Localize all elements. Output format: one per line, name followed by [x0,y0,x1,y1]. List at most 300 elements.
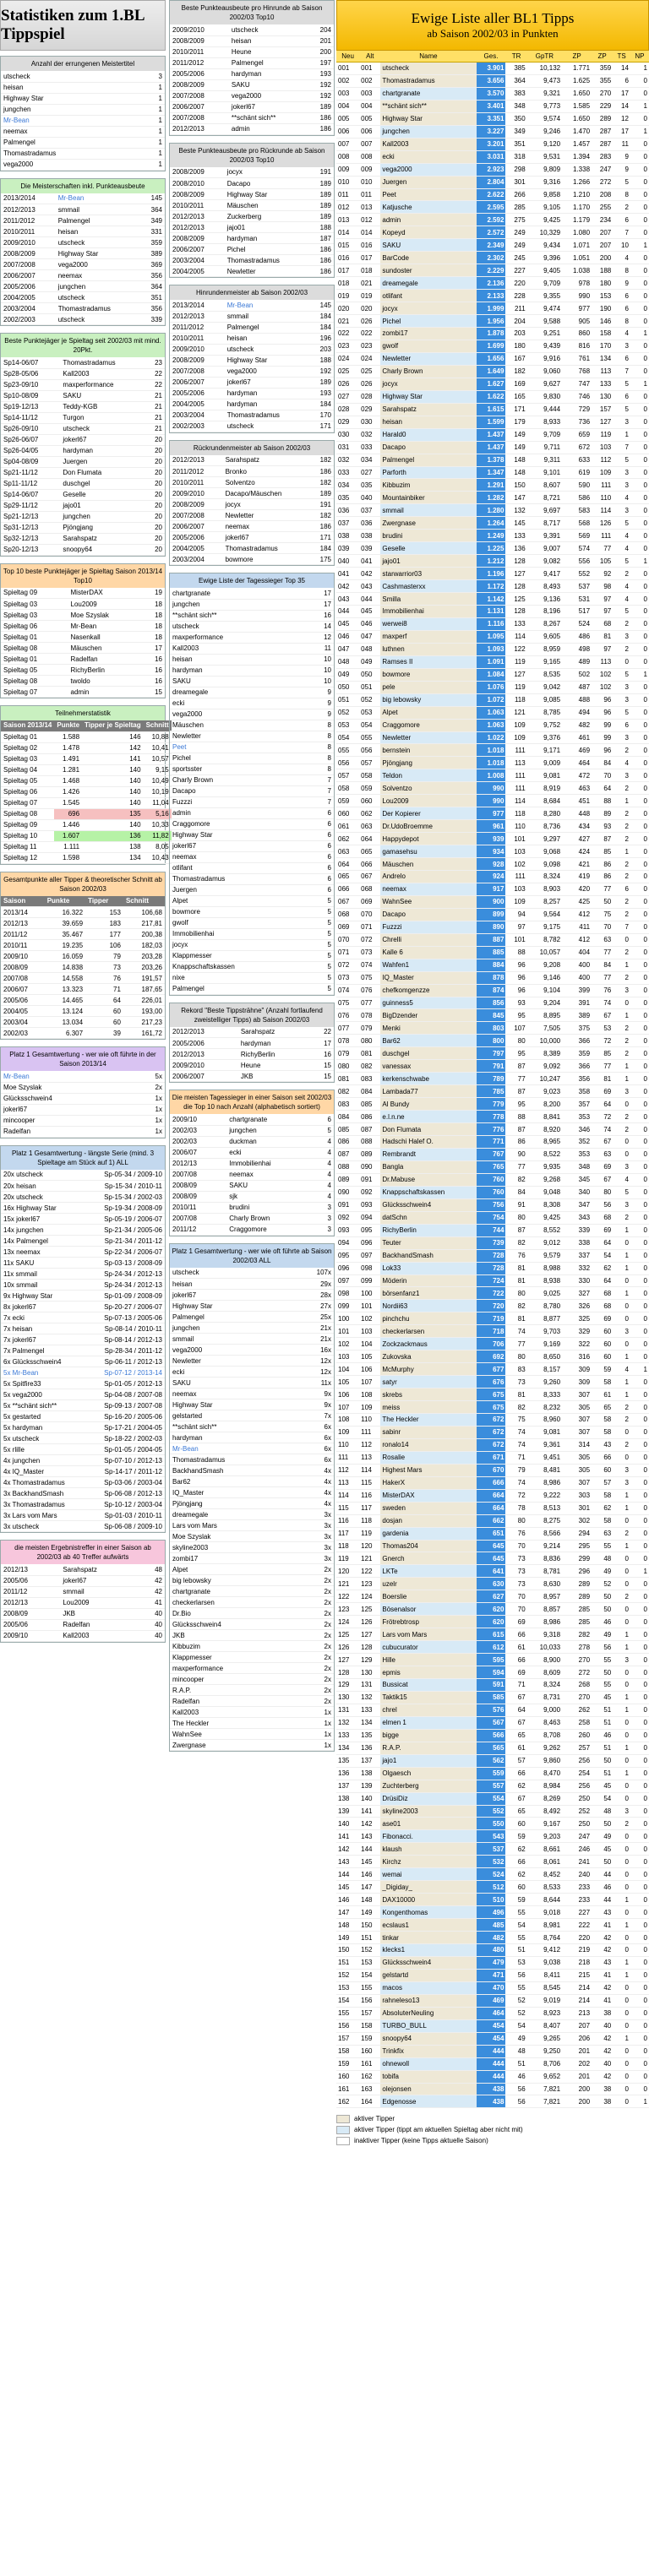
player-name: olejonsen [380,2083,476,2095]
column-header[interactable]: Name [380,51,476,62]
table-cell: 0 [613,1994,630,2007]
table-cell: 110 [336,1438,359,1451]
table-cell: 86 [592,858,613,871]
table-cell: 134 [336,1742,359,1754]
player-name: utscheck [229,24,308,35]
serie-range: Sp-21-34 / 2011-12 [85,1236,165,1247]
value-cell: 11x [292,1378,334,1389]
table-cell: 0 [613,1666,630,1679]
value-cell: 41 [139,1597,165,1608]
table-cell: 117 [336,1527,359,1540]
table-cell: 58 [592,1413,613,1426]
table-cell: 0 [630,87,649,100]
ranking-row [336,1565,649,1578]
table-cell: 2 [613,820,630,833]
table-cell: 768 [562,365,592,378]
list-row [170,377,334,388]
table-cell: 84 [592,959,613,971]
player-name: Der Kopierer [380,807,476,820]
season-cell: 2010/2011 [170,46,229,57]
table-cell: 65 [505,1729,526,1742]
ranking-row [336,492,649,504]
season-cell: Sp21-11/12 [1,467,60,478]
table-cell: 1 [613,1009,630,1022]
player-name: big lebowsky [380,693,476,706]
list-row [170,983,334,994]
table-cell: 109 [359,1401,380,1414]
tipper-cell: 134 [82,852,144,863]
player-name: nixe [170,972,308,983]
player-name: The Heckler [170,1718,292,1729]
list-row [170,807,334,818]
table-cell: 4 [613,580,630,593]
table-cell: 0 [630,74,649,87]
table-cell: 60 [592,1464,613,1476]
player-name: Alpet [170,1564,292,1575]
tipper-cell: 146 [82,731,144,742]
table-cell: 8,533 [527,1881,562,1894]
ranking-row [336,1464,649,1476]
table-cell: 590 [562,479,592,492]
player-name: utscheck [1,71,143,82]
player-name: Andrelo [380,871,476,883]
table-cell: 106 [336,1389,359,1401]
column-header[interactable]: TR [505,51,526,62]
serie-name: 15x jokerl67 [1,1214,85,1225]
table-cell: 5 [613,403,630,416]
table-cell: 8,957 [527,1590,562,1603]
player-name: hardyman [225,399,310,410]
ranking-row [336,1616,649,1628]
table-cell: 746 [562,390,592,403]
season-cell: 2004/05 [1,1006,45,1017]
table-cell: 54 [592,1249,613,1262]
table-cell: 55 [505,1906,526,1919]
table-cell: 2 [613,1123,630,1136]
table-cell: 0 [630,1198,649,1211]
table-cell: 218 [562,1956,592,1969]
column-header[interactable]: GpTR [527,51,562,62]
table-cell: 0 [613,1514,630,1527]
table-cell: 182 [505,365,526,378]
season-cell: Spieltag 09 [1,588,68,599]
serie-range: Sp-19-34 / 2008-09 [85,1203,165,1214]
column-header[interactable]: Ges. [477,51,506,62]
table-cell: 461 [562,731,592,744]
column-header[interactable]: ZP [562,51,592,62]
value-cell: 186 [310,521,334,532]
table-cell: 0 [630,1148,649,1160]
table-cell: 537 [562,580,592,593]
player-name: MisterDAX [68,588,144,599]
table-cell: 80 [505,1211,526,1224]
table-cell: 0 [630,1338,649,1350]
table-cell: 347 [562,1198,592,1211]
table-cell: 0 [613,1136,630,1149]
table-cell: 001 [336,62,359,75]
list-row [1,390,165,401]
table-cell: 45 [592,1843,613,1856]
table-cell: 142 [336,1843,359,1856]
table-cell: 96 [505,984,526,997]
value-cell: 4x [292,1476,334,1487]
table-cell: 1 [613,428,630,441]
ranking-row [336,517,649,530]
table-cell: 098 [359,1262,380,1274]
ranking-row [336,1148,649,1160]
table-cell: 552 [562,568,592,580]
player-name: jajo1 [380,1754,476,1767]
player-name: admin [380,214,476,226]
table-cell: 0 [630,744,649,757]
table-cell: 0 [630,1489,649,1502]
table-cell: 1 [613,1628,630,1641]
column-header[interactable]: ZP [592,51,613,62]
season-cell: Sp26-09/10 [1,423,60,434]
ranking-row [336,1767,649,1780]
player-name: smmail [56,204,141,215]
table-cell: 3 [613,466,630,479]
table-cell: 0 [630,946,649,959]
value-cell: 331 [140,226,165,237]
value-cell: 21x [292,1334,334,1345]
table-cell: 8,267 [527,617,562,630]
list-row [170,917,334,928]
table-cell: 48 [505,2045,526,2057]
ranking-row [336,706,649,719]
list-row [1,314,165,325]
table-cell: 84 [592,757,613,769]
table-cell: 153 [336,1981,359,1994]
table-cell: 203 [505,328,526,340]
points-cell: 1.622 [477,390,506,403]
list-row [1,467,165,478]
player-name: SAKU [170,676,308,687]
column-header[interactable]: NP [630,51,649,62]
table-cell: 200 [592,252,613,264]
table-cell: 9,627 [527,378,562,390]
table-cell: 092 [359,1186,380,1198]
points-cell: 1.437 [477,428,506,441]
player-name: jocyx [380,378,476,390]
table-cell: 298 [505,163,526,176]
table-cell: 155 [359,1981,380,1994]
table-cell: 8,324 [527,1679,562,1692]
column-header[interactable]: TS [613,51,630,62]
table-cell: 0 [613,2095,630,2108]
ranking-row [336,1300,649,1312]
table-cell: 0 [630,504,649,517]
table-cell: 082 [359,1060,380,1073]
table-cell: 1.179 [562,214,592,226]
player-name: Moe Szyslak [68,610,144,621]
player-name: Lok33 [380,1262,476,1274]
table-cell: 208 [592,188,613,201]
punkte-cell: 1.111 [54,841,82,852]
table-cell: 339 [562,1224,592,1236]
table-cell: 41 [592,1969,613,1981]
player-name: **schänt sich** [229,112,308,123]
list-row [170,961,334,972]
player-name: Kopeyd [380,226,476,239]
table-cell: 125 [505,593,526,606]
list-row [170,266,334,277]
list-row [170,873,334,884]
table-cell: 97 [505,921,526,933]
table-cell: 96 [592,706,613,719]
season-cell: 2011/12 [170,1224,226,1235]
table-cell: 160 [336,2070,359,2083]
value-cell: 5 [308,972,334,983]
table-cell: 73 [505,1578,526,1590]
table-cell: 0 [630,1944,649,1957]
table-cell: 041 [359,555,380,568]
table-cell: 026 [359,378,380,390]
table-cell: 043 [359,580,380,593]
table-cell: 486 [562,630,592,643]
table-cell: 990 [562,290,592,302]
value-cell: 23 [146,357,165,368]
list-row [170,1432,334,1443]
table-cell: 127 [336,1654,359,1666]
table-cell: 156 [359,1994,380,2007]
table-cell: 096 [336,1262,359,1274]
points-cell: 524 [477,1868,506,1881]
points-cell: 672 [477,1438,506,1451]
table-cell: 345 [562,1173,592,1186]
table-cell: 103 [592,441,613,454]
table-cell: 038 [336,530,359,542]
player-name: brudini [226,1202,317,1213]
platz1-serie-box [0,1145,166,1534]
table-cell: 58 [592,1514,613,1527]
list-row [1,1236,165,1247]
serie-name: 14x jungchen [1,1225,85,1236]
table-cell: 0 [630,1426,649,1438]
table-cell: 352 [562,1136,592,1149]
table-cell: 0 [630,2032,649,2045]
table-cell: 9,405 [527,264,562,277]
table-cell: 672 [562,441,592,454]
ranking-row [336,946,649,959]
points-cell: 620 [477,1603,506,1616]
value-cell: 17 [311,1038,335,1049]
player-name: dreamegale [170,1509,292,1520]
table-cell: 0 [630,1098,649,1111]
table-cell: 0 [630,1312,649,1325]
points-cell: 1.212 [477,555,506,568]
table-cell: 412 [562,933,592,946]
player-name: admin [229,123,308,134]
value-cell: 188 [309,355,334,366]
table-cell: 012 [336,201,359,214]
player-name: Highway Star [1,93,143,104]
table-cell: 0 [630,1325,649,1338]
ranking-row [336,833,649,845]
table-cell: 0 [630,1654,649,1666]
list-row [1,654,165,665]
table-cell: 43 [592,1956,613,1969]
player-name: vanessax [380,1060,476,1073]
table-cell: 0 [630,1590,649,1603]
points-cell: 3.901 [477,62,506,75]
season-cell: 2005/2006 [170,68,229,79]
ranking-row [336,820,649,833]
table-cell: 131 [336,1704,359,1716]
table-cell: 3 [613,1198,630,1211]
table-cell: 9,830 [527,390,562,403]
table-cell: 0 [630,1350,649,1363]
table-cell: 68 [592,1287,613,1300]
table-cell: 129 [336,1679,359,1692]
table-cell: 9,474 [527,302,562,315]
points-cell: 576 [477,1704,506,1716]
table-cell: 59 [592,1363,613,1376]
table-cell: 67 [592,1009,613,1022]
column-header[interactable]: Neu [336,51,359,62]
table-cell: 120 [359,1540,380,1552]
table-cell: 8,333 [527,1389,562,1401]
player-name: Newletter [170,731,308,742]
table-cell: 0 [630,2083,649,2095]
list-row [170,1553,334,1564]
season-cell: 2007/2008 [170,112,229,123]
player-name: BackhandSmash [170,1465,292,1476]
list-row [170,178,334,189]
table-cell: 78 [505,1502,526,1514]
table-cell: 5 [613,517,630,530]
table-cell: 0 [630,352,649,365]
table-cell: 113 [505,757,526,769]
serie-range: Sp-01-05 / 2012-13 [85,1378,165,1389]
table-cell: 64 [592,1236,613,1249]
table-cell: 77 [592,542,613,555]
player-name: Dacapo [380,441,476,454]
points-cell: 537 [477,1843,506,1856]
table-cell: 55 [592,1654,613,1666]
value-cell: 3x [292,1542,334,1553]
player-name: Fibonacci. [380,1830,476,1843]
table-cell: 115 [359,1476,380,1489]
table-cell: 102 [359,1312,380,1325]
player-name: Taktik15 [380,1691,476,1704]
table-cell: 51 [592,1767,613,1780]
list-row [1,357,165,368]
table-cell: 006 [336,125,359,138]
table-cell: 1.210 [562,188,592,201]
table-cell: 8,919 [527,782,562,795]
ranking-row [336,1603,649,1616]
table-cell: 1 [613,1262,630,1274]
table-cell: 017 [359,252,380,264]
player-name: Menki [380,1022,476,1035]
ranking-row [336,1666,649,1679]
table-cell: 2 [613,1527,630,1540]
season-cell: Sp04-08/09 [1,456,60,467]
table-cell: 127 [505,668,526,681]
value-cell: 5 [308,895,334,906]
player-name: gelstartd [380,1969,476,1981]
table-cell: 072 [336,959,359,971]
table-cell: 44 [592,1894,613,1906]
value-cell: 6 [308,884,334,895]
points-cell: 612 [477,1641,506,1654]
player-name: e.l.n.ne [380,1111,476,1123]
list-row [170,654,334,665]
table-cell: 482 [562,719,592,731]
table-cell: 127 [505,568,526,580]
value-cell: 189 [310,488,334,499]
ranking-row [336,112,649,125]
list-row [170,1520,334,1531]
table-cell: 215 [562,1969,592,1981]
table-cell: 3 [613,1464,630,1476]
player-name: Dr.Bio [170,1608,292,1619]
value-cell: 170 [309,410,334,421]
table-cell: 122 [359,1565,380,1578]
table-cell: 285 [562,1616,592,1628]
legend-swatch [336,2137,350,2145]
table-cell: 034 [359,454,380,466]
points-cell: 496 [477,1906,506,1919]
table-cell: 080 [336,1060,359,1073]
table-cell: 1 [613,1287,630,1300]
list-row [1,632,165,643]
table-cell: 2 [613,1047,630,1060]
table-cell: 42 [592,2032,613,2045]
value-cell: 2x [292,1641,334,1652]
ranking-row [336,100,649,112]
table-cell: 0 [630,1754,649,1767]
player-name: Palmengel [229,57,308,68]
table-cell: 46 [592,1729,613,1742]
table-cell: 42 [592,2070,613,2083]
player-name: gwolf [170,917,308,928]
table-cell: 080 [359,1035,380,1047]
ranking-row [336,1060,649,1073]
table-cell: 046 [359,617,380,630]
table-cell: 2 [613,871,630,883]
player-name: neemax [170,851,308,862]
serie-name: 8x jokerl67 [1,1302,85,1312]
value-cell: 1 [143,148,165,159]
table-cell: 404 [562,946,592,959]
table-cell: 56 [505,2095,526,2108]
table-cell: 066 [336,883,359,895]
value-cell: 8 [308,764,334,774]
tipper-cell: 39 [85,1028,123,1039]
season-cell: 2009/2010 [1,237,56,248]
table-cell: 8,545 [527,1981,562,1994]
column-header[interactable]: Alt [359,51,380,62]
table-cell: 318 [505,150,526,163]
table-cell: 54 [505,1919,526,1932]
table-cell: 10,132 [527,62,562,75]
ranking-row [336,895,649,908]
table-cell: 451 [562,795,592,807]
table-cell: 093 [336,1224,359,1236]
table-cell: 148 [359,1894,380,1906]
spieltag-cell: Spieltag 12 [1,852,54,863]
table-cell: 81 [505,1274,526,1287]
table-cell: 75 [592,908,613,921]
serie-range: Sp-05-19 / 2006-07 [85,1214,165,1225]
table-cell: 109 [592,466,613,479]
table-cell: 0 [630,226,649,239]
list-row [170,1707,334,1718]
table-cell: 1 [630,555,649,568]
ranking-row [336,252,649,264]
